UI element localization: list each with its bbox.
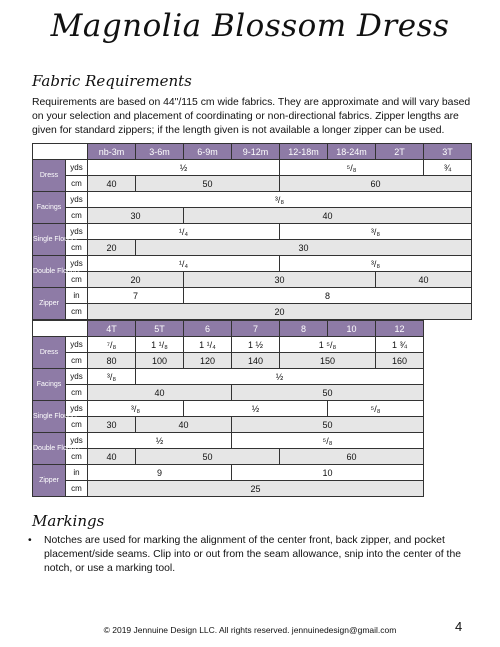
table-row [33,256,472,272]
measurement-cell: 1 ¹/₄ [184,337,232,353]
unit-label: yds [66,369,88,385]
measurement-cell: 30 [88,208,184,224]
unit-label: cm [66,481,88,497]
table-row [33,304,472,320]
size-header: 3-6m [136,144,184,160]
unit-label: cm [66,417,88,433]
unit-label: in [66,288,88,304]
header-spacer [33,144,88,160]
table-row [33,449,424,465]
measurement-cell: 30 [88,417,136,433]
table-row [33,353,424,369]
unit-label: cm [66,353,88,369]
measurement-cell: ½ [184,401,328,417]
size-header: nb-3m [88,144,136,160]
garment-piece-label: Zipper [33,288,66,320]
unit-label: cm [66,385,88,401]
measurement-cell: 8 [184,288,472,304]
unit-label: yds [66,433,88,449]
table-row [33,272,472,288]
measurement-cell: 9 [88,465,232,481]
measurement-cell: 40 [376,272,472,288]
measurement-cell: ³/₈ [88,401,184,417]
measurement-cell: ⁵/₈ [328,401,424,417]
size-header: 2T [376,144,424,160]
garment-piece-label: Double Flounce [33,256,66,288]
measurement-cell: 20 [88,240,136,256]
size-table-large [32,320,424,497]
header-spacer [33,321,88,337]
table-row [33,208,472,224]
measurement-cell: 40 [184,208,472,224]
markings-heading: Markings [32,512,105,530]
table-row [33,240,472,256]
garment-piece-label: Facings [33,192,66,224]
measurement-cell: 1 ¹/₈ [136,337,184,353]
unit-label: cm [66,240,88,256]
measurement-cell: 150 [280,353,376,369]
table-row [33,176,472,192]
table-row [33,160,472,176]
measurement-cell: 50 [232,385,424,401]
measurement-cell: 40 [88,176,136,192]
measurement-cell: 120 [184,353,232,369]
measurement-cell: 40 [136,417,232,433]
garment-piece-label: Single Flounce [33,401,66,433]
size-header: 18-24m [328,144,376,160]
footer-copyright: © 2019 Jennuine Design LLC. All rights reserved. jennuinedesign@gmail.com [103,625,397,635]
measurement-cell: 1 ⁵/₈ [280,337,376,353]
measurement-cell: 160 [376,353,424,369]
size-header: 12 [376,321,424,337]
measurement-cell: 30 [184,272,376,288]
measurement-cell: 20 [88,272,184,288]
measurement-cell: 1 ½ [232,337,280,353]
garment-piece-label: Zipper [33,465,66,497]
measurement-cell: ³/₈ [88,192,472,208]
table-row [33,465,424,481]
size-header: 3T [424,144,472,160]
unit-label: yds [66,337,88,353]
unit-label: cm [66,176,88,192]
measurement-cell: 140 [232,353,280,369]
garment-piece-label: Double Flounce [33,433,66,465]
measurement-cell: ³/₈ [280,224,472,240]
fabric-intro-text: Requirements are based on 44"/115 cm wide fabrics. They are approximate and will vary based on your selection and placement of coordinating or non-directional fabrics. Zipper lengths are given for standard zippers; if the length given is not available a longer zipper can be used. [32,97,471,136]
measurement-cell: 50 [136,176,280,192]
unit-label: cm [66,272,88,288]
size-header-row [33,321,424,337]
size-header: 9-12m [232,144,280,160]
measurement-cell: ½ [88,160,280,176]
measurement-cell: 60 [280,176,472,192]
unit-label: yds [66,256,88,272]
unit-label: yds [66,224,88,240]
unit-label: in [66,465,88,481]
table-row [33,288,472,304]
measurement-cell: ¾ [424,160,472,176]
measurement-cell: ⁷/₈ [88,337,136,353]
size-header: 10 [328,321,376,337]
size-header: 6 [184,321,232,337]
table-row [33,481,424,497]
table-row [33,401,424,417]
measurement-cell: 25 [88,481,424,497]
unit-label: cm [66,304,88,320]
unit-label: yds [66,160,88,176]
bullet-marker: • [28,535,32,546]
garment-piece-label: Facings [33,369,66,401]
size-header: 8 [280,321,328,337]
unit-label: yds [66,401,88,417]
measurement-cell: 60 [280,449,424,465]
unit-label: yds [66,192,88,208]
page-number: 4 [455,619,463,634]
table-row [33,369,424,385]
table-row [33,192,472,208]
measurement-cell: 100 [136,353,184,369]
garment-piece-label: Dress [33,160,66,192]
garment-piece-label: Single Flounce [33,224,66,256]
measurement-cell: 40 [88,449,136,465]
page-title: Magnolia Blossom Dress [50,8,450,44]
garment-piece-label: Dress [33,337,66,369]
fabric-requirements-heading: Fabric Requirements [32,72,192,90]
size-header: 7 [232,321,280,337]
size-header: 4T [88,321,136,337]
measurement-cell: ½ [136,369,424,385]
measurement-cell: 40 [88,385,232,401]
measurement-cell: 1 ¾ [376,337,424,353]
size-header: 6-9m [184,144,232,160]
table-row [33,337,424,353]
measurement-cell: 10 [232,465,424,481]
measurement-cell: 50 [232,417,424,433]
table-row [33,433,424,449]
unit-label: cm [66,449,88,465]
measurement-cell: 50 [136,449,280,465]
size-header-row [33,144,472,160]
measurement-cell: ⁵/₈ [232,433,424,449]
measurement-cell: ⁵/₈ [280,160,424,176]
measurement-cell: 80 [88,353,136,369]
size-header: 12-18m [280,144,328,160]
table-row [33,417,424,433]
measurement-cell: ¹/₄ [88,256,280,272]
measurement-cell: ½ [88,433,232,449]
measurement-cell: 7 [88,288,184,304]
markings-text: Notches are used for marking the alignment of the center front, back zipper, and pocket placement/side seams. Clip into or out from the seam allowance, snip into the center of the notch, or use a marking tool. [44,535,461,574]
size-table-small [32,143,472,320]
unit-label: cm [66,208,88,224]
measurement-cell: 30 [136,240,472,256]
table-row [33,385,424,401]
measurement-cell: 20 [88,304,472,320]
table-row [33,224,472,240]
measurement-cell: ³/₈ [280,256,472,272]
size-header: 5T [136,321,184,337]
measurement-cell: ¹/₄ [88,224,280,240]
measurement-cell: ³/₈ [88,369,136,385]
